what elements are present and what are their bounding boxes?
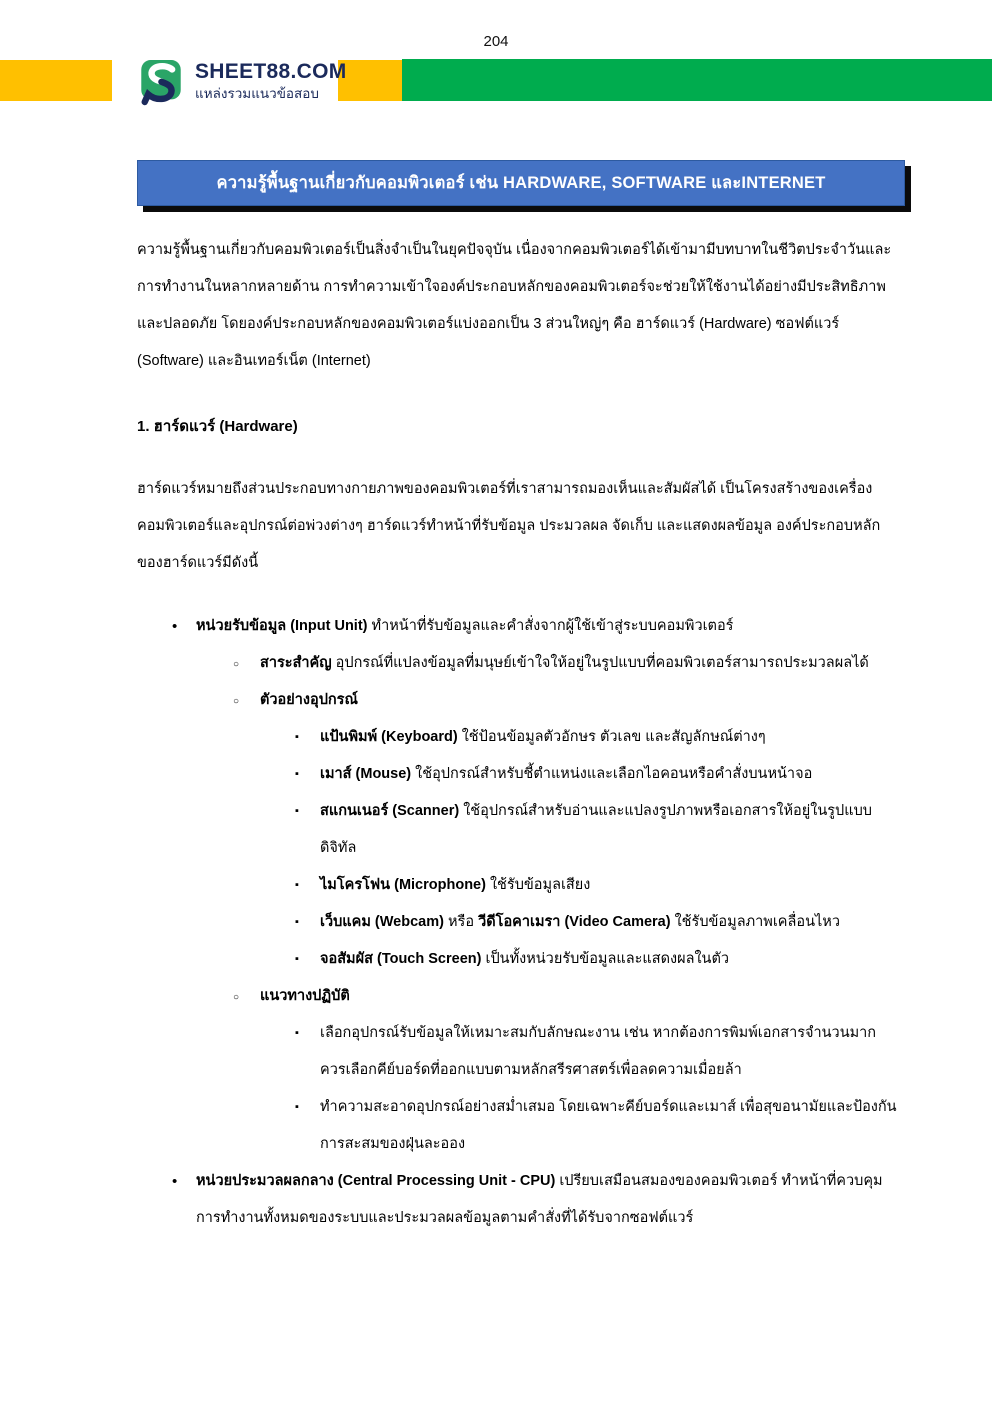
guideline-1-text: เลือกอุปกรณ์รับข้อมูลให้เหมาะสมกับลักษณะงาน เช่น หากต้องการพิมพ์เอกสารจำนวนมาก ควรเลือกคีย์บอร์ดที่ออกแบบตามหลักสรีรศาสตร์เพื่อลดความเมื่อยล้า [320, 1025, 877, 1078]
hardware-list [137, 608, 905, 1237]
sheet88-logo [137, 56, 347, 112]
examples-heading: ตัวอย่างอุปกรณ์ [260, 692, 358, 708]
page-number: 204 [483, 33, 509, 50]
essence-text: อุปกรณ์ที่แปลงข้อมูลที่มนุษย์เข้าใจให้อยู่ในรูปแบบที่คอมพิวเตอร์สามารถประมวลผลได้ [331, 655, 869, 671]
list-item-webcam [260, 904, 905, 941]
list-item-mouse [260, 756, 905, 793]
webcam-term: เว็บแคม (Webcam) [320, 914, 444, 930]
guidelines-heading: แนวทางปฏิบัติ [260, 988, 350, 1004]
keyboard-term: แป้นพิมพ์ (Keyboard) [320, 729, 458, 745]
list-item-scanner [260, 793, 905, 867]
section-heading-hardware: 1. ฮาร์ดแวร์ (Hardware) [137, 418, 298, 435]
input-unit-text: ทำหน้าที่รับข้อมูลและคำสั่งจากผู้ใช้เข้าสู่ระบบคอมพิวเตอร์ [367, 618, 734, 634]
guideline-2-text: ทำความสะอาดอุปกรณ์อย่างสม่ำเสมอ โดยเฉพาะคีย์บอร์ดและเมาส์ เพื่อสุขอนามัยและป้องกันการสะสมของฝุ่นละออง [320, 1099, 897, 1152]
essence-term: สาระสำคัญ [260, 655, 332, 671]
title-banner: ความรู้พื้นฐานเกี่ยวกับคอมพิวเตอร์ เช่น HARDWARE, SOFTWARE และINTERNET [137, 160, 905, 206]
list-item-touchscreen [260, 941, 905, 978]
video-camera-term: วีดีโอคาเมรา (Video Camera) [478, 914, 671, 930]
mouse-term: เมาส์ (Mouse) [320, 766, 412, 782]
guidelines-sublist [260, 1015, 905, 1163]
list-item-essence [196, 645, 905, 682]
examples-sublist [260, 719, 905, 978]
document-content [137, 160, 905, 1237]
webcam-text: ใช้รับข้อมูลภาพเคลื่อนไหว [670, 914, 840, 930]
brand-tagline: แหล่งรวมแนวข้อสอบ [195, 86, 319, 101]
list-item-keyboard [260, 719, 905, 756]
header-green-bar [402, 59, 992, 101]
header-yellow-bar-mid [338, 60, 402, 101]
list-item-microphone [260, 867, 905, 904]
keyboard-text: ใช้ป้อนข้อมูลตัวอักษร ตัวเลข และสัญลักษณ์ต่างๆ [457, 729, 766, 745]
intro-paragraph: ความรู้พื้นฐานเกี่ยวกับคอมพิวเตอร์เป็นสิ่งจำเป็นในยุคปัจจุบัน เนื่องจากคอมพิวเตอร์ได้เข้ามามีบทบาทในชีวิตประจำวันและการทำงานในหลากหลายด้าน การทำความเข้าใจองค์ประกอบหลักของคอมพิวเตอร์จะช่วยให้ใช้งานได้อย่างมีประสิทธิภาพและปลอดภัย โดยองค์ประกอบหลักของคอมพิวเตอร์แบ่งออกเป็น 3 ส่วนใหญ่ๆ คือ ฮาร์ดแวร์ (Hardware) ซอฟต์แวร์ (Software) และอินเทอร์เน็ต (Internet) [137, 242, 892, 369]
list-item-guideline-2 [260, 1089, 905, 1163]
cpu-term: หน่วยประมวลผลกลาง (Central Processing Unit - CPU) [196, 1173, 556, 1189]
sheet88-logo-icon [137, 58, 185, 110]
brand-text-block [195, 60, 347, 103]
mouse-text: ใช้อุปกรณ์สำหรับชี้ตำแหน่งและเลือกไอคอนหรือคำสั่งบนหน้าจอ [411, 766, 813, 782]
scanner-term: สแกนเนอร์ (Scanner) [320, 803, 460, 819]
microphone-text: ใช้รับข้อมูลเสียง [485, 877, 591, 893]
input-unit-term: หน่วยรับข้อมูล (Input Unit) [196, 618, 368, 634]
list-item-guideline-1 [260, 1015, 905, 1089]
brand-name: SHEET88.COM [195, 60, 347, 83]
list-item-guidelines [196, 978, 905, 1163]
header-yellow-bar-left [0, 60, 112, 101]
microphone-term: ไมโครโฟน (Microphone) [320, 877, 486, 893]
touchscreen-term: จอสัมผัส (Touch Screen) [320, 951, 482, 967]
list-item-examples [196, 682, 905, 978]
hardware-description: ฮาร์ดแวร์หมายถึงส่วนประกอบทางกายภาพของคอมพิวเตอร์ที่เราสามารถมองเห็นและสัมผัสได้ เป็นโครงสร้างของเครื่องคอมพิวเตอร์และอุปกรณ์ต่อพ่วงต่างๆ ฮาร์ดแวร์ทำหน้าที่รับข้อมูล ประมวลผล จัดเก็บ และแสดงผลข้อมูล องค์ประกอบหลักของฮาร์ดแวร์มีดังนี้ [137, 481, 881, 571]
list-item-cpu [137, 1163, 905, 1237]
touchscreen-text: เป็นทั้งหน่วยรับข้อมูลและแสดงผลในตัว [481, 951, 730, 967]
header [0, 58, 992, 110]
list-item-input-unit [137, 608, 905, 1163]
input-unit-sublist [196, 645, 905, 1163]
scanner-text: ใช้อุปกรณ์สำหรับอ่านและแปลงรูปภาพหรือเอกสารให้อยู่ในรูปแบบดิจิทัล [320, 803, 873, 856]
cpu-text: เปรียบเสมือนสมองของคอมพิวเตอร์ ทำหน้าที่ควบคุมการทำงานทั้งหมดของระบบและประมวลผลข้อมูลตามคำสั่งที่ได้รับจากซอฟต์แวร์ [196, 1173, 883, 1226]
webcam-or-text: หรือ [443, 914, 479, 930]
